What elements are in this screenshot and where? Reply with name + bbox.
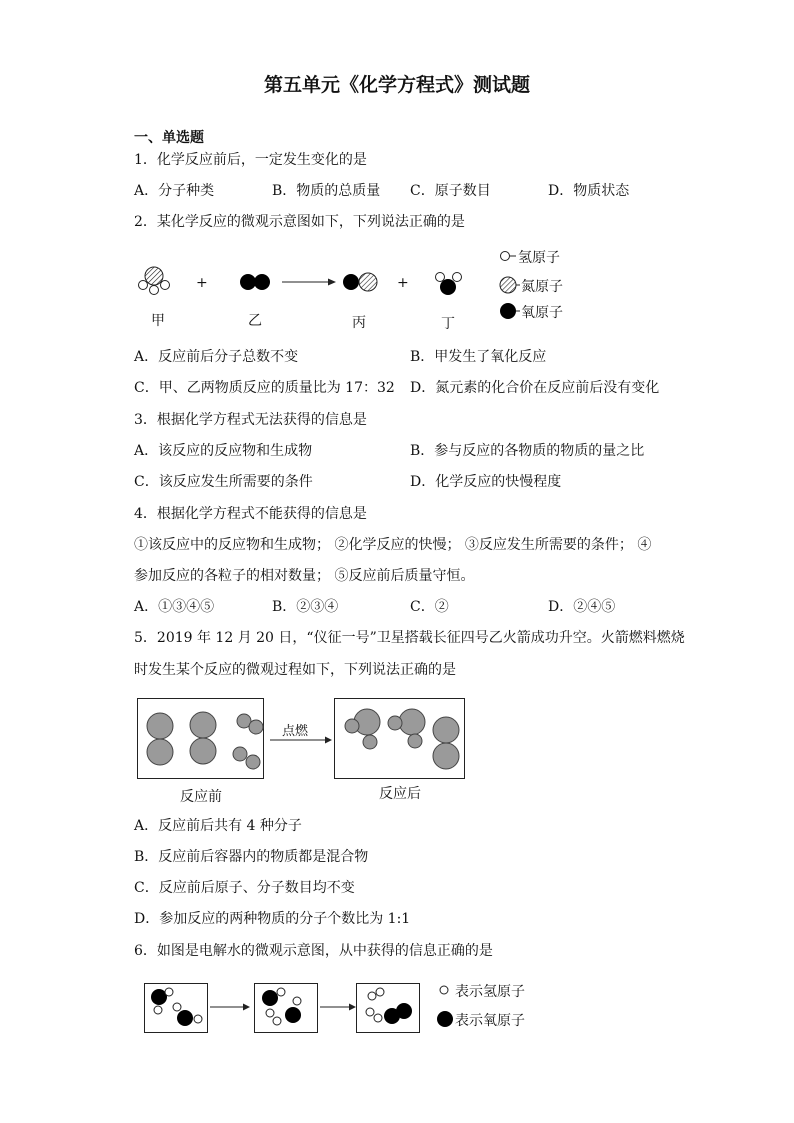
q3-option-b[interactable]: B．参与反应的各物质的物质的量之比 — [410, 443, 645, 459]
plus-sign-2: + — [397, 275, 409, 291]
q4-info-line-2: 参加反应的各粒子的相对数量； ⑤反应前后质量守恒。 — [134, 568, 475, 584]
q5-option-a[interactable]: A．反应前后共有 4 种分子 — [134, 818, 302, 834]
q2-option-b[interactable]: B．甲发生了氧化反应 — [410, 349, 547, 365]
legend-oxygen: 氧原子 — [521, 305, 563, 321]
before-label: 反应前 — [180, 789, 222, 805]
label-ding: 丁 — [441, 316, 455, 332]
q4-info-line-1: ①该反应中的反应物和生成物； ②化学反应的快慢； ③反应发生所需要的条件； ④ — [134, 537, 652, 553]
q4-option-b[interactable]: B．②③④ — [272, 599, 339, 615]
legend-oxygen-atom: 表示氧原子 — [455, 1013, 525, 1029]
q4-option-a[interactable]: A．①③④⑤ — [134, 599, 215, 615]
q4-option-d[interactable]: D．②④⑤ — [548, 599, 616, 615]
q5-option-d[interactable]: D．参加反应的两种物质的分子个数比为 1:1 — [134, 911, 411, 927]
q2-option-a[interactable]: A．反应前后分子总数不变 — [134, 349, 299, 365]
q2-option-d[interactable]: D．氮元素的化合价在反应前后没有变化 — [410, 380, 660, 396]
label-jia: 甲 — [151, 313, 165, 329]
q5-option-b[interactable]: B．反应前后容器内的物质都是混合物 — [134, 849, 369, 865]
q3-stem: 3．根据化学方程式无法获得的信息是 — [134, 412, 367, 428]
ignition-label: 点燃 — [282, 724, 309, 739]
stage-1-box — [145, 984, 208, 1033]
stage-3-box — [357, 984, 420, 1033]
arrow-1 — [210, 1004, 250, 1011]
q4-option-c[interactable]: C．② — [410, 599, 449, 615]
q5-option-c[interactable]: C．反应前后原子、分子数目均不变 — [134, 880, 355, 896]
q4-stem: 4．根据化学方程式不能获得的信息是 — [134, 506, 367, 522]
q3-option-a[interactable]: A．该反应的反应物和生成物 — [134, 443, 313, 459]
q3-option-d[interactable]: D．化学反应的快慢程度 — [410, 474, 562, 490]
q2-stem: 2．某化学反应的微观示意图如下，下列说法正确的是 — [134, 214, 465, 230]
arrow-2 — [320, 1004, 356, 1011]
plus-sign-1: + — [196, 275, 208, 291]
q3-option-c[interactable]: C．该反应发生所需要的条件 — [134, 474, 313, 490]
q6-stem: 6．如图是电解水的微观示意图，从中获得的信息正确的是 — [134, 943, 493, 959]
q1-stem: 1．化学反应前后，一定发生变化的是 — [134, 152, 367, 168]
legend-hydrogen-atom: 表示氢原子 — [455, 984, 525, 1000]
q5-stem-line-2: 时发生某个反应的微观过程如下，下列说法正确的是 — [134, 662, 456, 678]
after-label: 反应后 — [379, 786, 421, 802]
q1-option-d[interactable]: D．物质状态 — [548, 183, 630, 199]
page-title: 第五单元《化学方程式》测试题 — [263, 74, 530, 96]
section-heading: 一、单选题 — [134, 130, 204, 146]
q1-option-c[interactable]: C．原子数目 — [410, 183, 491, 199]
q6-legend — [437, 986, 453, 1027]
label-bing: 丙 — [352, 315, 366, 331]
q2-option-c[interactable]: C．甲、乙两物质反应的质量比为 17：32 — [134, 380, 395, 396]
q1-option-a[interactable]: A．分子种类 — [134, 183, 215, 199]
q1-option-b[interactable]: B．物质的总质量 — [272, 183, 381, 199]
legend-hydrogen: 氢原子 — [518, 250, 560, 266]
label-yi: 乙 — [248, 313, 262, 329]
q5-stem-line-1: 5．2019 年 12 月 20 日，“仪征一号”卫星搭载长征四号乙火箭成功升空。火箭燃料燃烧 — [134, 630, 685, 646]
legend-nitrogen: 氮原子 — [521, 279, 563, 295]
stage-2-box — [255, 984, 318, 1033]
